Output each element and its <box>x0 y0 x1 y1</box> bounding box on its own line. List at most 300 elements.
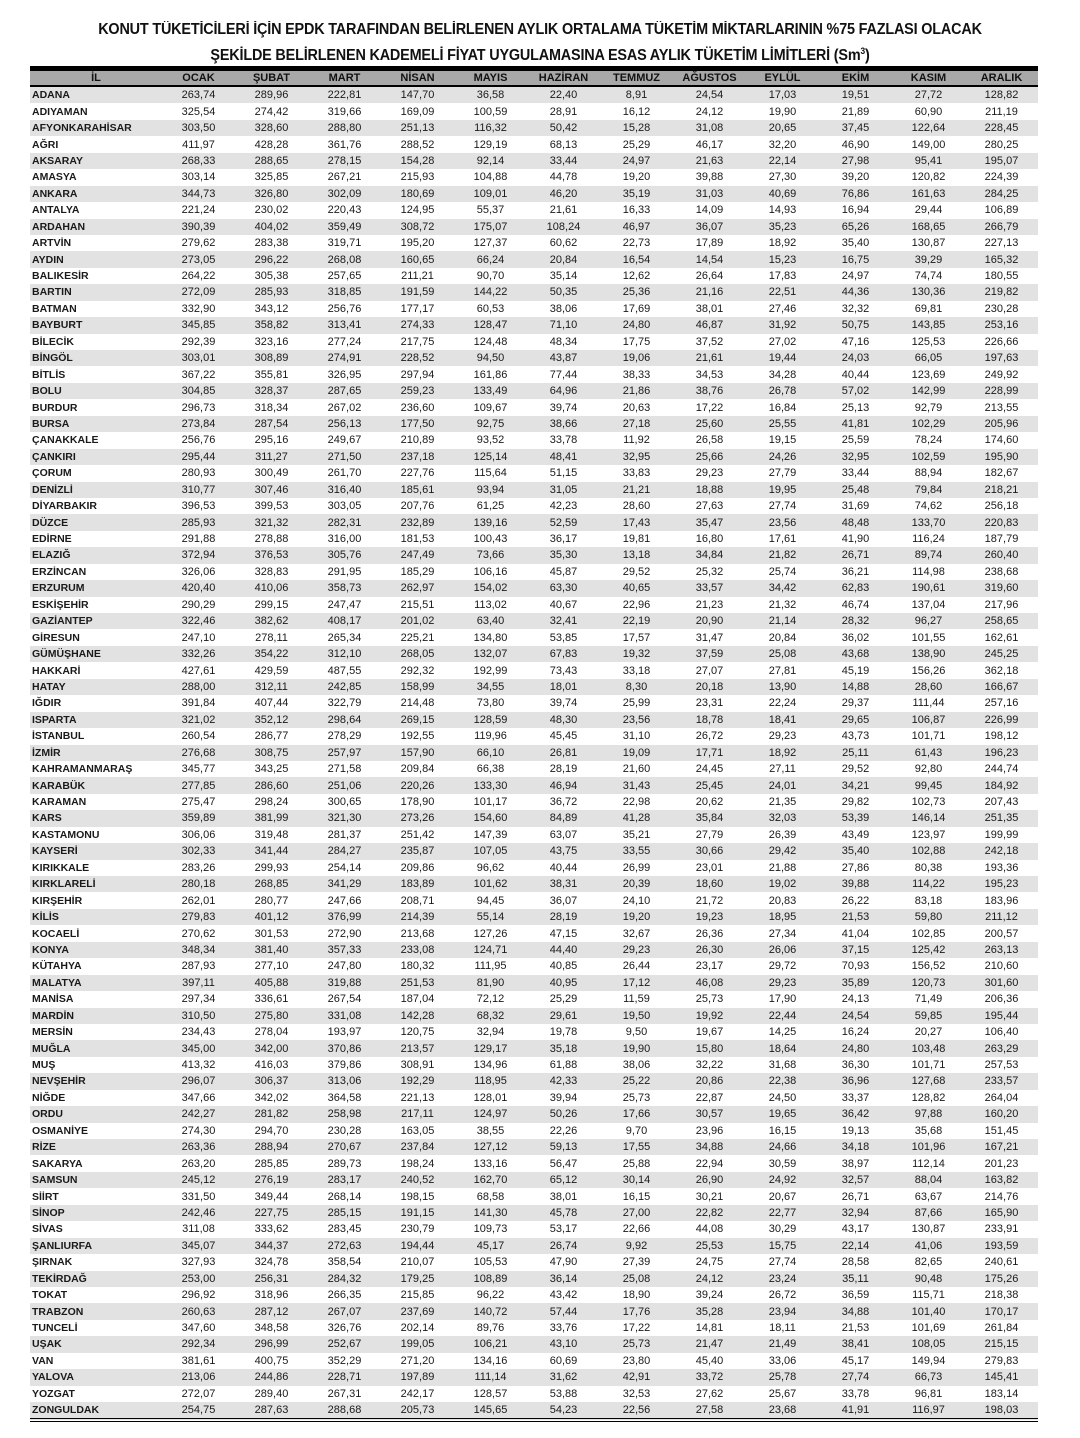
monthly-limit-cell: 180,69 <box>400 187 435 200</box>
monthly-limit-cell: 168,65 <box>911 220 946 233</box>
monthly-limit-cell: 61,88 <box>549 1059 578 1072</box>
monthly-limit-cell: 27,74 <box>768 500 797 513</box>
monthly-limit-cell: 31,03 <box>695 187 724 200</box>
monthly-limit-cell: 285,85 <box>254 1157 289 1170</box>
monthly-limit-cell: 289,40 <box>254 1387 289 1400</box>
province-name-cell: NİĞDE <box>32 1091 66 1104</box>
monthly-limit-cell: 271,50 <box>327 450 362 463</box>
monthly-limit-cell: 361,76 <box>327 138 362 151</box>
monthly-limit-cell: 66,10 <box>476 746 505 759</box>
monthly-limit-cell: 23,94 <box>768 1305 797 1318</box>
monthly-limit-cell: 230,28 <box>327 1124 362 1137</box>
monthly-limit-cell: 328,60 <box>254 122 289 135</box>
table-row <box>30 695 1038 711</box>
monthly-limit-cell: 379,86 <box>327 1059 362 1072</box>
monthly-limit-cell: 87,66 <box>914 1206 943 1219</box>
monthly-limit-cell: 21,61 <box>695 352 724 365</box>
province-name-cell: KARABÜK <box>32 779 86 792</box>
province-name-cell: DİYARBAKIR <box>32 500 97 513</box>
monthly-limit-cell: 18,01 <box>549 680 578 693</box>
monthly-limit-cell: 29,52 <box>622 565 651 578</box>
monthly-limit-cell: 321,32 <box>254 516 289 529</box>
monthly-limit-cell: 278,11 <box>255 631 288 644</box>
monthly-limit-cell: 41,04 <box>841 927 870 940</box>
monthly-limit-cell: 277,24 <box>327 335 362 348</box>
monthly-limit-cell: 29,61 <box>549 1009 578 1022</box>
monthly-limit-cell: 82,65 <box>914 1256 943 1269</box>
monthly-limit-cell: 154,02 <box>473 582 508 595</box>
monthly-limit-cell: 88,04 <box>914 1174 943 1187</box>
monthly-limit-cell: 68,58 <box>476 1190 505 1203</box>
monthly-limit-cell: 278,29 <box>327 730 362 743</box>
monthly-limit-cell: 316,40 <box>327 483 362 496</box>
monthly-limit-cell: 19,02 <box>768 878 797 891</box>
monthly-limit-cell: 32,03 <box>768 812 797 825</box>
province-name-cell: MUĞLA <box>32 1042 71 1055</box>
monthly-limit-cell: 193,59 <box>984 1239 1019 1252</box>
monthly-limit-cell: 331,50 <box>181 1190 216 1203</box>
monthly-limit-cell: 92,80 <box>914 763 943 776</box>
monthly-limit-cell: 15,23 <box>768 253 797 266</box>
monthly-limit-cell: 133,49 <box>473 385 508 398</box>
monthly-limit-cell: 342,00 <box>254 1042 289 1055</box>
province-name-cell: KÜTAHYA <box>32 960 82 973</box>
table-row <box>30 482 1038 498</box>
monthly-limit-cell: 310,50 <box>181 1009 216 1022</box>
monthly-limit-cell: 17,57 <box>622 631 651 644</box>
monthly-limit-cell: 44,40 <box>549 943 578 956</box>
province-name-cell: DENİZLİ <box>32 483 73 496</box>
monthly-limit-cell: 17,22 <box>622 1322 651 1335</box>
monthly-limit-cell: 47,90 <box>549 1256 578 1269</box>
monthly-limit-cell: 65,12 <box>549 1174 578 1187</box>
monthly-limit-cell: 24,97 <box>622 154 651 167</box>
monthly-limit-cell: 183,14 <box>984 1387 1019 1400</box>
monthly-limit-cell: 77,44 <box>549 368 578 381</box>
monthly-limit-cell: 19,20 <box>622 911 651 924</box>
monthly-limit-cell: 20,65 <box>768 122 797 135</box>
monthly-limit-cell: 16,15 <box>768 1124 797 1137</box>
monthly-limit-cell: 218,38 <box>984 1289 1019 1302</box>
table-row <box>30 1271 1038 1287</box>
monthly-limit-cell: 28,60 <box>622 500 651 513</box>
monthly-limit-cell: 18,90 <box>622 1289 651 1302</box>
monthly-limit-cell: 142,99 <box>911 385 946 398</box>
monthly-limit-cell: 26,71 <box>841 1190 870 1203</box>
province-name-cell: AKSARAY <box>32 154 83 167</box>
monthly-limit-cell: 111,44 <box>912 697 945 710</box>
monthly-limit-cell: 195,44 <box>984 1009 1019 1022</box>
monthly-limit-cell: 257,65 <box>327 270 362 283</box>
table-row <box>30 876 1038 892</box>
monthly-limit-cell: 219,82 <box>984 286 1019 299</box>
monthly-limit-cell: 22,73 <box>622 237 651 250</box>
monthly-limit-cell: 124,97 <box>473 1108 508 1121</box>
monthly-limit-cell: 326,06 <box>181 565 216 578</box>
monthly-limit-cell: 405,88 <box>254 976 289 989</box>
monthly-limit-cell: 24,12 <box>695 105 724 118</box>
monthly-limit-cell: 230,28 <box>984 302 1019 315</box>
monthly-limit-cell: 19,50 <box>622 1009 651 1022</box>
monthly-limit-cell: 115,64 <box>474 467 507 480</box>
monthly-limit-cell: 22,24 <box>768 697 797 710</box>
table-row <box>30 1303 1038 1319</box>
monthly-limit-cell: 114,98 <box>912 565 945 578</box>
monthly-limit-cell: 260,40 <box>984 549 1019 562</box>
monthly-limit-cell: 149,00 <box>911 138 946 151</box>
monthly-limit-cell: 319,88 <box>327 976 362 989</box>
monthly-limit-cell: 193,36 <box>984 861 1019 874</box>
monthly-limit-cell: 44,78 <box>549 171 578 184</box>
monthly-limit-cell: 25,29 <box>622 138 651 151</box>
monthly-limit-cell: 93,52 <box>476 434 505 447</box>
monthly-limit-cell: 17,83 <box>768 270 797 283</box>
monthly-limit-cell: 177,50 <box>400 417 435 430</box>
table-row <box>30 629 1038 645</box>
column-header-month: EYLÜL <box>746 69 819 87</box>
province-name-cell: NEVŞEHİR <box>32 1075 86 1088</box>
monthly-limit-cell: 43,49 <box>841 828 870 841</box>
monthly-limit-cell: 127,68 <box>911 1075 946 1088</box>
monthly-limit-cell: 32,94 <box>841 1206 870 1219</box>
monthly-limit-cell: 36,58 <box>476 89 505 102</box>
monthly-limit-cell: 236,60 <box>400 401 435 414</box>
monthly-limit-cell: 151,45 <box>984 1124 1019 1137</box>
monthly-limit-cell: 36,30 <box>841 1059 870 1072</box>
monthly-limit-cell: 26,71 <box>841 549 870 562</box>
monthly-limit-cell: 411,97 <box>182 138 215 151</box>
monthly-limit-cell: 261,70 <box>327 467 362 480</box>
monthly-limit-cell: 26,78 <box>768 385 797 398</box>
monthly-limit-cell: 26,58 <box>695 434 724 447</box>
province-name-cell: VAN <box>32 1354 54 1367</box>
monthly-limit-cell: 215,51 <box>400 598 435 611</box>
monthly-limit-cell: 156,26 <box>911 664 946 677</box>
monthly-limit-cell: 39,88 <box>695 171 724 184</box>
monthly-limit-cell: 319,60 <box>984 582 1019 595</box>
monthly-limit-cell: 217,75 <box>400 335 435 348</box>
table-row <box>30 860 1038 876</box>
monthly-limit-cell: 92,14 <box>476 154 505 167</box>
monthly-limit-cell: 227,76 <box>400 467 435 480</box>
monthly-limit-cell: 51,15 <box>549 467 578 480</box>
monthly-limit-cell: 108,89 <box>473 1272 508 1285</box>
monthly-limit-cell: 268,08 <box>327 253 362 266</box>
monthly-limit-cell: 247,10 <box>181 631 216 644</box>
monthly-limit-cell: 187,79 <box>984 533 1019 546</box>
monthly-limit-cell: 362,18 <box>984 664 1019 677</box>
monthly-limit-cell: 210,60 <box>984 960 1019 973</box>
table-row <box>30 613 1038 629</box>
monthly-limit-cell: 220,26 <box>400 779 435 792</box>
monthly-limit-cell: 26,72 <box>768 1289 797 1302</box>
monthly-limit-cell: 31,08 <box>695 122 724 135</box>
monthly-limit-cell: 97,88 <box>914 1108 943 1121</box>
monthly-limit-cell: 43,73 <box>841 730 870 743</box>
monthly-limit-cell: 27,74 <box>768 1256 797 1269</box>
monthly-limit-cell: 192,29 <box>400 1075 435 1088</box>
monthly-limit-cell: 225,21 <box>400 631 435 644</box>
monthly-limit-cell: 24,01 <box>768 779 797 792</box>
province-name-cell: ANKARA <box>32 187 78 200</box>
monthly-limit-cell: 27,58 <box>673 1402 746 1420</box>
monthly-limit-cell: 41,91 <box>819 1402 892 1420</box>
monthly-limit-cell: 170,17 <box>984 1305 1019 1318</box>
monthly-limit-cell: 211,12 <box>985 911 1018 924</box>
monthly-limit-cell: 345,07 <box>181 1239 216 1252</box>
monthly-limit-cell: 24,92 <box>768 1174 797 1187</box>
monthly-limit-cell: 210,89 <box>400 434 435 447</box>
monthly-limit-cell: 201,23 <box>984 1157 1019 1170</box>
consumption-limits-table <box>30 66 1038 1422</box>
monthly-limit-cell: 358,82 <box>254 319 289 332</box>
monthly-limit-cell: 245,12 <box>181 1174 216 1187</box>
monthly-limit-cell: 14,88 <box>841 680 870 693</box>
monthly-limit-cell: 311,08 <box>182 1223 215 1236</box>
monthly-limit-cell: 22,26 <box>549 1124 578 1137</box>
monthly-limit-cell: 23,17 <box>695 960 724 973</box>
monthly-limit-cell: 213,06 <box>181 1371 216 1384</box>
monthly-limit-cell: 192,99 <box>473 664 508 677</box>
monthly-limit-cell: 302,09 <box>327 187 362 200</box>
document-title-line-2 <box>38 46 1042 65</box>
monthly-limit-cell: 26,22 <box>841 894 870 907</box>
monthly-limit-cell: 125,14 <box>473 450 508 463</box>
monthly-limit-cell: 227,13 <box>984 237 1019 250</box>
monthly-limit-cell: 233,91 <box>984 1223 1019 1236</box>
monthly-limit-cell: 62,83 <box>841 582 870 595</box>
monthly-limit-cell: 270,67 <box>327 1141 362 1154</box>
monthly-limit-cell: 95,41 <box>914 154 943 167</box>
monthly-limit-cell: 129,17 <box>473 1042 508 1055</box>
monthly-limit-cell: 347,66 <box>181 1091 216 1104</box>
monthly-limit-cell: 48,41 <box>549 450 578 463</box>
monthly-limit-cell: 34,21 <box>841 779 870 792</box>
monthly-limit-cell: 251,42 <box>400 828 435 841</box>
monthly-limit-cell: 160,20 <box>984 1108 1019 1121</box>
monthly-limit-cell: 118,95 <box>474 1075 507 1088</box>
monthly-limit-cell: 211,21 <box>401 270 434 283</box>
table-row <box>30 1353 1038 1369</box>
monthly-limit-cell: 32,95 <box>841 450 870 463</box>
monthly-limit-cell: 52,59 <box>549 516 578 529</box>
monthly-limit-cell: 46,94 <box>549 779 578 792</box>
monthly-limit-cell: 112,14 <box>912 1157 945 1170</box>
monthly-limit-cell: 228,99 <box>984 385 1019 398</box>
monthly-limit-cell: 46,17 <box>695 138 724 151</box>
province-name-cell: ÇANKIRI <box>32 450 76 463</box>
monthly-limit-cell: 352,29 <box>327 1354 362 1367</box>
monthly-limit-cell: 113,02 <box>474 598 507 611</box>
monthly-limit-cell: 120,73 <box>911 976 946 989</box>
monthly-limit-cell: 101,55 <box>911 631 946 644</box>
monthly-limit-cell: 33,44 <box>841 467 870 480</box>
monthly-limit-cell: 15,75 <box>768 1239 797 1252</box>
monthly-limit-cell: 198,15 <box>400 1190 435 1203</box>
monthly-limit-cell: 125,42 <box>911 943 946 956</box>
monthly-limit-cell: 25,78 <box>768 1371 797 1384</box>
monthly-limit-cell: 332,26 <box>181 648 216 661</box>
monthly-limit-cell: 238,68 <box>984 565 1019 578</box>
province-name-cell: SİNOP <box>32 1206 65 1219</box>
monthly-limit-cell: 27,00 <box>622 1206 651 1219</box>
monthly-limit-cell: 271,58 <box>327 763 362 776</box>
province-name-cell: ADIYAMAN <box>32 105 88 118</box>
monthly-limit-cell: 267,02 <box>327 401 362 414</box>
monthly-limit-cell: 147,39 <box>473 828 508 841</box>
province-name-cell: ESKİŞEHİR <box>32 598 89 611</box>
monthly-limit-cell: 34,18 <box>841 1141 870 1154</box>
monthly-limit-cell: 24,03 <box>841 352 870 365</box>
province-name-cell: BOLU <box>32 385 62 398</box>
monthly-limit-cell: 341,29 <box>327 878 362 891</box>
monthly-limit-cell: 242,27 <box>181 1108 216 1121</box>
monthly-limit-cell: 14,93 <box>768 204 797 217</box>
monthly-limit-cell: 109,73 <box>473 1223 508 1236</box>
monthly-limit-cell: 9,70 <box>625 1124 648 1137</box>
monthly-limit-cell: 63,07 <box>549 828 578 841</box>
monthly-limit-cell: 345,00 <box>181 1042 216 1055</box>
monthly-limit-cell: 303,50 <box>181 122 216 135</box>
monthly-limit-cell: 297,94 <box>400 368 435 381</box>
table-row <box>30 580 1038 596</box>
monthly-limit-cell: 213,55 <box>984 401 1019 414</box>
monthly-limit-cell: 24,12 <box>695 1272 724 1285</box>
monthly-limit-cell: 61,25 <box>476 500 505 513</box>
monthly-limit-cell: 33,57 <box>695 582 724 595</box>
table-row <box>30 317 1038 333</box>
monthly-limit-cell: 30,57 <box>695 1108 724 1121</box>
province-name-cell: KİLİS <box>32 911 59 924</box>
monthly-limit-cell: 292,32 <box>400 664 435 677</box>
table-row <box>30 465 1038 481</box>
monthly-limit-cell: 183,89 <box>400 878 435 891</box>
monthly-limit-cell: 201,02 <box>400 615 435 628</box>
monthly-limit-cell: 21,63 <box>695 154 724 167</box>
monthly-limit-cell: 215,15 <box>984 1338 1019 1351</box>
monthly-limit-cell: 25,74 <box>768 565 797 578</box>
monthly-limit-cell: 32,20 <box>768 138 797 151</box>
province-name-cell: ÇANAKKALE <box>32 434 99 447</box>
monthly-limit-cell: 35,89 <box>841 976 870 989</box>
monthly-limit-cell: 381,61 <box>181 1354 216 1367</box>
monthly-limit-cell: 17,22 <box>695 401 724 414</box>
monthly-limit-cell: 288,80 <box>327 122 362 135</box>
monthly-limit-cell: 308,91 <box>400 1059 435 1072</box>
monthly-limit-cell: 304,85 <box>181 385 216 398</box>
monthly-limit-cell: 46,97 <box>622 220 651 233</box>
monthly-limit-cell: 20,90 <box>695 615 724 628</box>
monthly-limit-cell: 8,91 <box>625 89 648 102</box>
monthly-limit-cell: 19,67 <box>695 1026 724 1039</box>
monthly-limit-cell: 24,13 <box>841 993 870 1006</box>
monthly-limit-cell: 19,90 <box>622 1042 651 1055</box>
province-name-cell: SAMSUN <box>32 1174 78 1187</box>
monthly-limit-cell: 40,85 <box>549 960 578 973</box>
monthly-limit-cell: 175,07 <box>473 220 508 233</box>
monthly-limit-cell: 120,82 <box>911 171 946 184</box>
monthly-limit-cell: 12,62 <box>622 270 651 283</box>
monthly-limit-cell: 25,08 <box>622 1272 651 1285</box>
monthly-limit-cell: 19,09 <box>622 746 651 759</box>
table-row <box>30 416 1038 432</box>
monthly-limit-cell: 313,41 <box>327 319 362 332</box>
monthly-limit-cell: 311,27 <box>255 450 288 463</box>
monthly-limit-cell: 9,92 <box>625 1239 648 1252</box>
monthly-limit-cell: 32,32 <box>841 302 870 315</box>
monthly-limit-cell: 29,23 <box>768 730 797 743</box>
monthly-limit-cell: 163,82 <box>984 1174 1019 1187</box>
monthly-limit-cell: 35,40 <box>841 237 870 250</box>
monthly-limit-cell: 41,90 <box>841 533 870 546</box>
monthly-limit-cell: 333,62 <box>254 1223 289 1236</box>
province-name-cell: KOCAELİ <box>32 927 80 940</box>
monthly-limit-cell: 11,59 <box>623 993 650 1006</box>
monthly-limit-cell: 21,16 <box>695 286 724 299</box>
monthly-limit-cell: 296,92 <box>181 1289 216 1302</box>
table-row <box>30 153 1038 169</box>
monthly-limit-cell: 102,59 <box>911 450 946 463</box>
monthly-limit-cell: 40,67 <box>549 598 578 611</box>
table-row <box>30 1336 1038 1352</box>
monthly-limit-cell: 279,83 <box>181 911 216 924</box>
monthly-limit-cell: 22,44 <box>768 1009 797 1022</box>
table-row <box>30 1090 1038 1106</box>
monthly-limit-cell: 53,85 <box>549 631 578 644</box>
table-row <box>30 1008 1038 1024</box>
monthly-limit-cell: 21,47 <box>695 1338 724 1351</box>
monthly-limit-cell: 184,92 <box>984 779 1019 792</box>
monthly-limit-cell: 79,84 <box>914 483 943 496</box>
monthly-limit-cell: 39,24 <box>695 1289 724 1302</box>
monthly-limit-cell: 134,96 <box>473 1059 508 1072</box>
monthly-limit-cell: 50,26 <box>549 1108 578 1121</box>
monthly-limit-cell: 163,05 <box>400 1124 435 1137</box>
table-row <box>30 909 1038 925</box>
monthly-limit-cell: 325,54 <box>181 105 216 118</box>
table-row <box>30 449 1038 465</box>
monthly-limit-cell: 228,71 <box>327 1371 362 1384</box>
monthly-limit-cell: 17,75 <box>622 335 651 348</box>
province-name-cell: KARAMAN <box>32 796 87 809</box>
monthly-limit-cell: 285,93 <box>181 516 216 529</box>
monthly-limit-cell: 23,31 <box>695 697 724 710</box>
table-row <box>30 514 1038 530</box>
monthly-limit-cell: 157,90 <box>400 746 435 759</box>
monthly-limit-cell: 45,19 <box>841 664 870 677</box>
monthly-limit-cell: 312,11 <box>255 680 288 693</box>
monthly-limit-cell: 376,99 <box>327 911 362 924</box>
monthly-limit-cell: 60,62 <box>549 237 578 250</box>
monthly-limit-cell: 285,15 <box>327 1206 362 1219</box>
monthly-limit-cell: 21,35 <box>768 796 797 809</box>
monthly-limit-cell: 271,20 <box>400 1354 435 1367</box>
monthly-limit-cell: 288,68 <box>308 1402 381 1420</box>
monthly-limit-cell: 43,87 <box>549 352 578 365</box>
monthly-limit-cell: 282,31 <box>327 516 362 529</box>
monthly-limit-cell: 32,67 <box>622 927 651 940</box>
monthly-limit-cell: 36,02 <box>841 631 870 644</box>
monthly-limit-cell: 286,60 <box>254 779 289 792</box>
monthly-limit-cell: 16,75 <box>841 253 870 266</box>
monthly-limit-cell: 101,40 <box>911 1305 946 1318</box>
monthly-limit-cell: 169,09 <box>400 105 435 118</box>
monthly-limit-cell: 27,79 <box>695 828 724 841</box>
monthly-limit-cell: 29,23 <box>768 976 797 989</box>
monthly-limit-cell: 174,60 <box>984 434 1019 447</box>
province-name-cell: BİTLİS <box>32 368 66 381</box>
monthly-limit-cell: 185,61 <box>400 483 435 496</box>
